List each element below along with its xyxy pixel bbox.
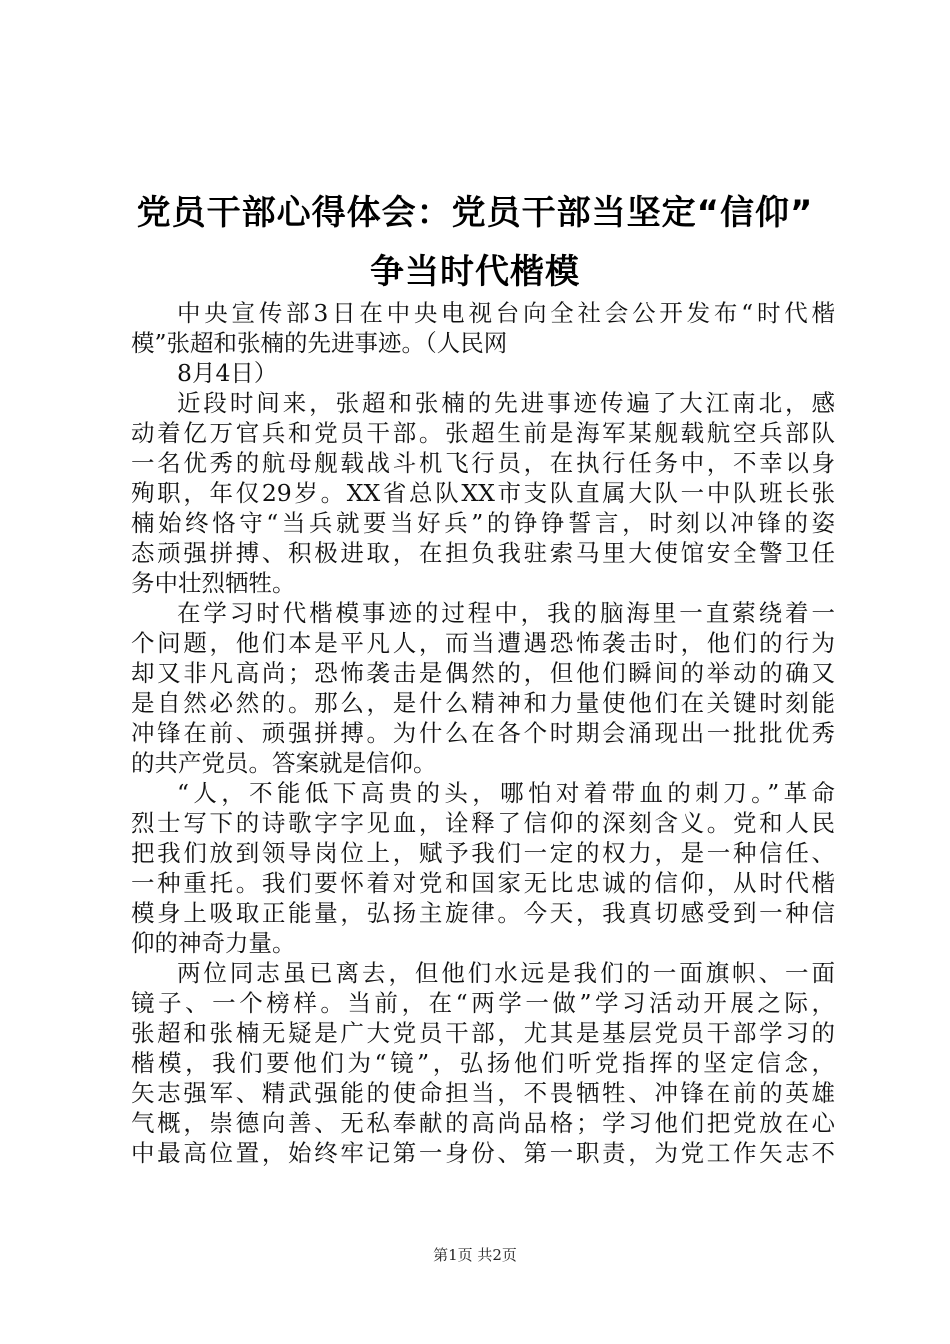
body-line: 烈士写下的诗歌字字见血，诠释了信仰的深刻含义。党和人民 xyxy=(131,809,835,837)
body-line: 8月4日） xyxy=(177,359,278,387)
body-line: 冲锋在前、顽强拼搏。为什么在各个时期会涌现出一批批优秀 xyxy=(131,719,835,747)
document-title-line-2: 争当时代楷模 xyxy=(370,252,580,292)
body-line: 模”张超和张楠的先进事迹。（人民网 xyxy=(131,329,508,357)
body-line: 在学习时代楷模事迹的过程中，我的脑海里一直萦绕着一 xyxy=(177,599,835,627)
body-line: 张超和张楠无疑是广大党员干部，尤其是基层党员干部学习的 xyxy=(131,1019,835,1047)
body-line: 楠始终恪守“当兵就要当好兵”的铮铮誓言，时刻以冲锋的姿 xyxy=(131,509,835,537)
body-line: 的共产党员。答案就是信仰。 xyxy=(131,749,437,777)
body-line: 动着亿万官兵和党员干部。张超生前是海军某舰载航空兵部队 xyxy=(131,419,835,447)
body-line: 楷模，我们要他们为“镜”，弘扬他们听党指挥的坚定信念， xyxy=(131,1049,835,1077)
body-line: 把我们放到领导岗位上，赋予我们一定的权力，是一种信任、 xyxy=(131,839,835,867)
body-line: 一种重托。我们要怀着对党和国家无比忠诚的信仰，从时代楷 xyxy=(131,869,835,897)
body-line: 仰的神奇力量。 xyxy=(131,929,296,957)
body-line: 一名优秀的航母舰载战斗机飞行员，在执行任务中，不幸以身 xyxy=(131,449,835,477)
body-line: 近段时间来，张超和张楠的先进事迹传遍了大江南北，感 xyxy=(177,389,835,417)
body-line: 中最高位置，始终牢记第一身份、第一职责，为党工作矢志不 xyxy=(131,1139,835,1167)
body-line: 务中壮烈牺牲。 xyxy=(131,569,296,597)
body-line: “人，不能低下高贵的头，哪怕对着带血的刺刀。”革命 xyxy=(177,779,835,807)
page-number-footer: 第1页 共2页 xyxy=(433,1246,517,1264)
document-title-line-1: 党员干部心得体会：党员干部当坚定“信仰” xyxy=(136,193,814,233)
body-line: 殉职，年仅29岁。XX省总队XX市支队直属大队一中队班长张 xyxy=(131,479,835,507)
body-line: 镜子、一个榜样。当前，在“两学一做”学习活动开展之际， xyxy=(131,989,835,1017)
body-line: 是自然必然的。那么，是什么精神和力量使他们在关键时刻能 xyxy=(131,689,835,717)
body-line: 态顽强拼搏、积极进取，在担负我驻索马里大使馆安全警卫任 xyxy=(131,539,835,567)
body-line: 模身上吸取正能量，弘扬主旋律。今天，我真切感受到一种信 xyxy=(131,899,835,927)
document-body xyxy=(131,298,835,1168)
body-line: 气概，崇德向善、无私奉献的高尚品格；学习他们把党放在心 xyxy=(131,1109,835,1137)
body-line: 矢志强军、精武强能的使命担当，不畏牺牲、冲锋在前的英雄 xyxy=(131,1079,835,1107)
body-line: 个问题，他们本是平凡人，而当遭遇恐怖袭击时，他们的行为 xyxy=(131,629,835,657)
body-line: 两位同志虽已离去，但他们水远是我们的一面旗帜、一面 xyxy=(177,959,835,987)
body-line: 中央宣传部3日在中央电视台向全社会公开发布“时代楷 xyxy=(177,299,835,327)
body-line: 却又非凡高尚；恐怖袭击是偶然的，但他们瞬间的举动的确又 xyxy=(131,659,835,687)
